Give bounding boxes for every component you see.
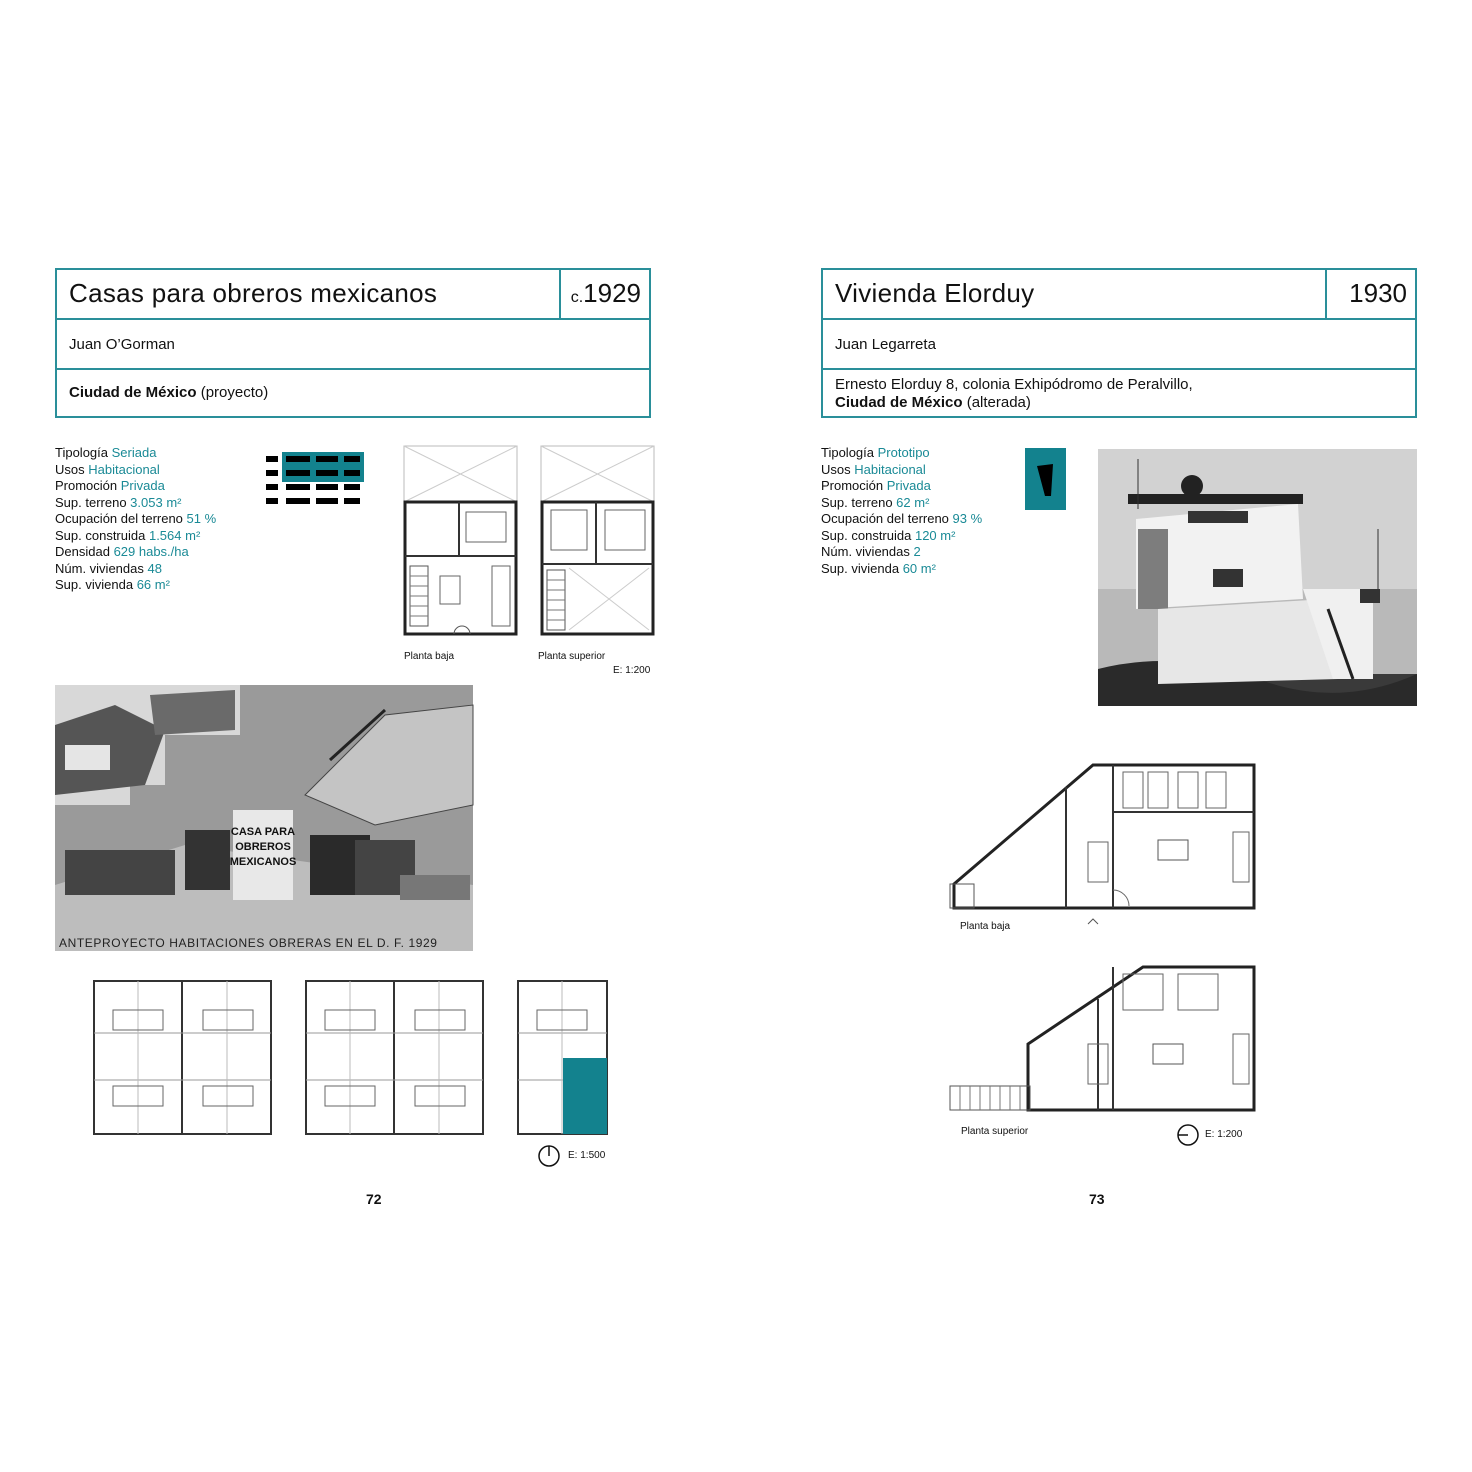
left-year-prefix: c. <box>570 289 584 306</box>
spec-row: Densidad 629 habs./ha <box>55 544 189 559</box>
spec-row: Usos Habitacional <box>55 461 160 477</box>
spec-row: Tipología Seriada <box>55 445 157 460</box>
left-spec-list <box>55 445 216 594</box>
spec-row: Núm. viviendas 2 <box>821 544 921 559</box>
site-plan-block-1 <box>93 980 273 1136</box>
floor-plan-ground-right <box>948 762 1256 912</box>
floor-plan-upper-left <box>541 446 655 638</box>
left-plan-caption-upper: Planta superior <box>538 651 606 662</box>
spec-row: Sup. vivienda 66 m² <box>55 577 170 592</box>
spec-row: Sup. construida 1.564 m² <box>55 527 201 543</box>
spec-row: Ocupación del terreno 51 % <box>55 511 217 526</box>
drawing-sign-3: MEXICANOS <box>229 856 297 868</box>
spec-row: Promoción Privada <box>55 478 165 493</box>
page-number-left: 72 <box>366 1191 382 1207</box>
floor-plan-upper-right <box>948 964 1256 1114</box>
drawing-sign-2: OBREROS <box>235 841 291 853</box>
left-plan-caption-ground: Planta baja <box>404 651 455 662</box>
site-scale: E: 1:500 <box>568 1150 606 1161</box>
left-year <box>571 278 641 309</box>
right-address: Ernesto Elorduy 8, colonia Exhipódromo de Peralvillo, <box>835 376 1193 393</box>
floor-plan-ground-left <box>404 446 518 638</box>
left-title: Casas para obreros mexicanos <box>69 278 438 308</box>
spec-row: Sup. vivienda 60 m² <box>821 560 936 576</box>
spec-row: Usos Habitacional <box>821 461 926 477</box>
left-title-row <box>57 270 649 320</box>
right-spec-list <box>821 445 982 577</box>
site-plan-block-2 <box>305 980 485 1136</box>
left-architect: Juan O’Gorman <box>69 336 175 353</box>
right-location-row <box>823 370 1415 416</box>
right-location <box>835 376 1193 412</box>
spec-row: Núm. viviendas 48 <box>55 560 162 576</box>
right-title-card <box>821 268 1417 418</box>
right-plan-scale: E: 1:200 <box>1205 1129 1243 1140</box>
spec-row: Promoción Privada <box>821 478 931 493</box>
house-photo <box>1098 449 1417 706</box>
right-year: 1930 <box>1349 278 1407 308</box>
left-location-row <box>57 370 649 416</box>
left-plan-scale: E: 1:200 <box>613 665 651 676</box>
right-plan-caption-upper: Planta superior <box>961 1126 1029 1137</box>
left-architect-row <box>57 320 649 370</box>
north-arrow-left <box>538 1145 560 1167</box>
right-location-city: Ciudad de México <box>835 394 963 411</box>
north-arrow-right <box>1177 1124 1199 1146</box>
left-year-value: 1929 <box>583 278 641 308</box>
page-number-right: 73 <box>1089 1191 1105 1207</box>
right-architect-row <box>823 320 1415 370</box>
typology-pictogram <box>266 452 366 510</box>
drawing-sign-1: CASA PARA <box>230 826 296 838</box>
right-year-cell <box>1325 270 1415 318</box>
spec-row: Ocupación del terreno 93 % <box>821 511 983 526</box>
right-plan-caption-ground: Planta baja <box>960 921 1011 932</box>
spec-row: Tipología Prototipo <box>821 445 930 460</box>
spec-row: Sup. terreno 3.053 m² <box>55 494 182 510</box>
typology-pictogram-right <box>1025 448 1066 510</box>
spec-row: Sup. terreno 62 m² <box>821 494 930 510</box>
left-year-cell <box>559 270 649 318</box>
left-location-note: (proyecto) <box>196 384 269 401</box>
left-title-card <box>55 268 651 418</box>
right-title: Vivienda Elorduy <box>835 278 1035 308</box>
left-location-city: Ciudad de México <box>69 384 197 401</box>
drawing-caption: ANTEPROYECTO HABITACIONES OBRERAS EN EL D. F. 1929 <box>59 936 438 950</box>
right-architect: Juan Legarreta <box>835 336 936 353</box>
site-plan-block-3 <box>517 980 609 1136</box>
spec-row: Sup. construida 120 m² <box>821 527 956 543</box>
right-location-note: (alterada) <box>962 394 1031 411</box>
left-location <box>69 384 268 401</box>
perspective-drawing <box>55 685 473 951</box>
right-title-row <box>823 270 1415 320</box>
